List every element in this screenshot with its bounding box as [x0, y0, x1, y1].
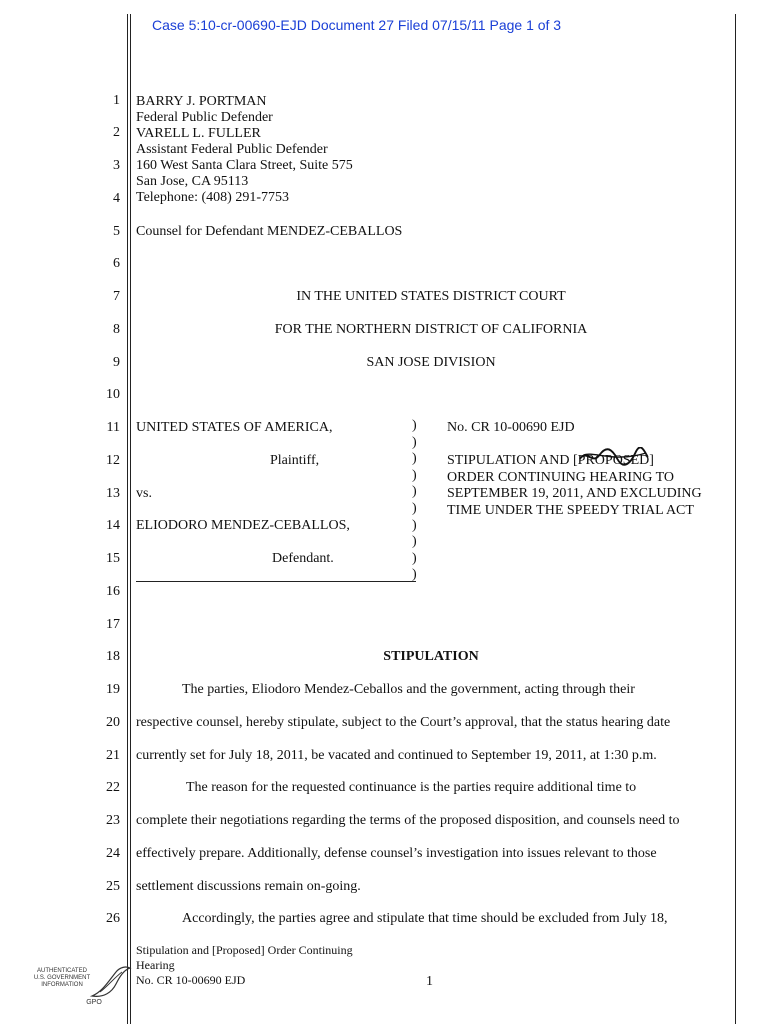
body-line: respective counsel, hereby stipulate, subject to the Court’s approval, that the status hearing date	[136, 715, 671, 730]
defendant-role: Defendant.	[272, 551, 334, 566]
body-line: The parties, Eliodoro Mendez-Ceballos and the government, acting through their	[182, 682, 635, 697]
svg-text:INFORMATION: INFORMATION	[41, 982, 83, 988]
caption-paren: )	[412, 418, 417, 433]
margin-rule-right	[735, 14, 736, 1024]
line-number: 6	[113, 256, 120, 271]
street-address: 160 West Santa Clara Street, Suite 575	[136, 158, 353, 173]
caption-paren: )	[412, 500, 417, 516]
line-number: 9	[113, 355, 120, 370]
caption-paren: )	[412, 434, 417, 450]
footer-title: Stipulation and [Proposed] Order Continuing	[136, 943, 353, 957]
line-number: 19	[106, 682, 120, 697]
attorney-title: Federal Public Defender	[136, 110, 273, 125]
gpo-eagle-icon	[92, 967, 130, 996]
line-number: 26	[106, 911, 120, 926]
caption-paren: )	[412, 467, 417, 483]
body-line: currently set for July 18, 2011, be vacated and continued to September 19, 2011, at 1:30 p.m.	[136, 748, 657, 763]
page-number: 1	[426, 974, 433, 989]
footer-case-number: No. CR 10-00690 EJD	[136, 973, 246, 987]
document-title-line3: SEPTEMBER 19, 2011, AND EXCLUDING	[447, 486, 702, 501]
line-number: 16	[106, 584, 120, 599]
case-number: No. CR 10-00690 EJD	[447, 420, 575, 435]
document-title-line4: TIME UNDER THE SPEEDY TRIAL ACT	[447, 502, 694, 518]
line-number: 20	[106, 715, 120, 730]
line-number: 14	[106, 518, 120, 533]
caption-paren: )	[412, 517, 417, 533]
stipulation-heading: STIPULATION	[383, 649, 479, 664]
line-number: 10	[106, 387, 120, 402]
footer-title-cont: Hearing	[136, 958, 175, 972]
court-division: SAN JOSE DIVISION	[366, 355, 496, 370]
line-number: 3	[113, 158, 120, 173]
line-number: 21	[106, 748, 120, 763]
body-line: The reason for the requested continuance is the parties require additional time to	[186, 780, 637, 795]
caption-paren: )	[412, 550, 417, 566]
caption-paren: )	[412, 567, 417, 583]
line-number: 12	[106, 453, 120, 468]
body-line: Accordingly, the parties agree and stipulate that time should be excluded from July 18,	[182, 911, 668, 926]
margin-rule-left-outer	[127, 14, 128, 1024]
svg-text:U.S. GOVERNMENT: U.S. GOVERNMENT	[33, 975, 91, 981]
line-number: 23	[106, 813, 120, 828]
footer-caption	[136, 943, 353, 988]
document-title	[447, 453, 702, 519]
body-line: effectively prepare. Additionally, defense counsel’s investigation into issues relevant to those	[136, 846, 657, 861]
versus: vs.	[136, 486, 152, 501]
body-line: complete their negotiations regarding the terms of the proposed disposition, and counsels need to	[136, 813, 680, 828]
line-number: 1	[113, 93, 120, 108]
line-number: 18	[106, 649, 120, 664]
line-number: 11	[106, 420, 120, 435]
line-number: 8	[113, 322, 120, 337]
caption-paren: )	[412, 451, 417, 467]
line-number: 2	[113, 125, 120, 140]
assistant-attorney-name: VARELL L. FULLER	[136, 126, 261, 141]
line-number: 7	[113, 289, 120, 304]
caption-paren: )	[412, 534, 417, 550]
plaintiff-name: UNITED STATES OF AMERICA,	[136, 420, 333, 435]
defendant-name: ELIODORO MENDEZ-CEBALLOS,	[136, 518, 350, 533]
line-number: 22	[106, 780, 120, 795]
caption-underline	[136, 581, 416, 582]
gpo-authentication-seal	[28, 962, 132, 1012]
title-prefix: STIPULATION AND [	[447, 453, 578, 468]
court-district: FOR THE NORTHERN DISTRICT OF CALIFORNIA	[274, 322, 588, 337]
court-name: IN THE UNITED STATES DISTRICT COURT	[296, 289, 566, 304]
line-number: 17	[106, 617, 120, 632]
gpo-seal-image	[28, 962, 132, 1012]
telephone: Telephone: (408) 291-7753	[136, 190, 289, 205]
line-number: 5	[113, 224, 120, 239]
counsel-for-defendant: Counsel for Defendant MENDEZ-CEBALLOS	[136, 224, 403, 239]
title-suffix: ]	[649, 453, 654, 468]
svg-text:AUTHENTICATED: AUTHENTICATED	[37, 968, 87, 974]
line-number: 15	[106, 551, 120, 566]
body-line: settlement discussions remain on-going.	[136, 879, 361, 894]
caption-paren: )	[412, 484, 417, 500]
plaintiff-role: Plaintiff,	[270, 453, 320, 468]
svg-text:GPO: GPO	[86, 999, 102, 1006]
document-title-line2: ORDER CONTINUING HEARING TO	[447, 469, 674, 485]
assistant-attorney-title: Assistant Federal Public Defender	[136, 142, 328, 157]
margin-rule-left-inner	[130, 14, 131, 1024]
line-number: 25	[106, 879, 120, 894]
caption-parentheses	[412, 418, 417, 584]
line-number: 4	[113, 191, 120, 206]
city-state-zip: San Jose, CA 95113	[136, 174, 249, 189]
case-header: Case 5:10-cr-00690-EJD Document 27 Filed 07/15/11 Page 1 of 3	[152, 17, 562, 33]
document-title-line1	[447, 453, 702, 470]
line-number: 13	[106, 486, 120, 501]
attorney-name: BARRY J. PORTMAN	[136, 94, 267, 109]
title-struck-proposed: PROPOSED	[578, 453, 650, 470]
line-number: 24	[106, 846, 120, 861]
counsel-address-block	[136, 94, 353, 206]
